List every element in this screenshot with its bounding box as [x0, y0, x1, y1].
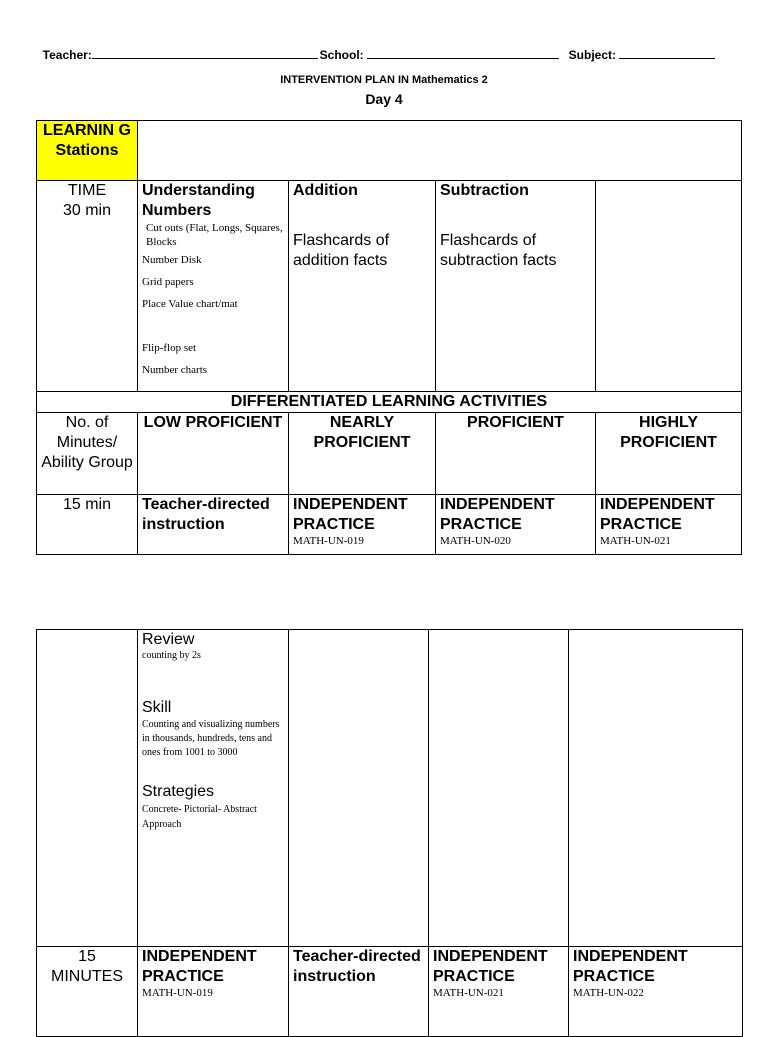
material-item: Number charts: [142, 364, 208, 376]
station-understanding-numbers: [138, 181, 289, 392]
blank-cell: [569, 630, 743, 947]
activity-code: MATH-UN-021: [433, 987, 504, 999]
station-title: Understanding Numbers: [142, 182, 255, 219]
activity-code: MATH-UN-019: [293, 535, 364, 547]
material-item: Flip-flop set: [142, 342, 197, 354]
activity-text: INDEPENDENT PRACTICE: [433, 948, 548, 985]
review-text: counting by 2s: [142, 650, 201, 661]
activity-text: INDEPENDENT PRACTICE: [440, 496, 555, 533]
time-value: 30 min: [62, 202, 112, 219]
lesson-details-cell: [138, 630, 289, 947]
stations-table: [36, 120, 742, 555]
day-title: Day 4: [365, 91, 403, 107]
school-blank[interactable]: [367, 58, 559, 59]
teacher-label: Teacher:: [42, 48, 92, 62]
activities-table: [36, 629, 743, 1037]
subject-label: Subject:: [568, 48, 617, 62]
station-title: Subtraction: [440, 182, 529, 199]
time-cell: [37, 181, 138, 392]
material-item: Place Value chart/mat: [142, 298, 238, 310]
teacher-blank[interactable]: [92, 58, 318, 59]
material-item: Number Disk: [142, 254, 202, 266]
time-label: TIME: [67, 182, 107, 199]
activity-cell: [429, 947, 569, 1037]
subject-blank[interactable]: [619, 58, 715, 59]
teacher-field: [36, 34, 318, 62]
review-title: Review: [142, 631, 195, 648]
blank-cell: [37, 630, 138, 947]
activity-code: MATH-UN-022: [573, 987, 644, 999]
activity-cell: [138, 495, 289, 555]
blank-cell: [429, 630, 569, 947]
stations-header-blank: [138, 121, 742, 181]
activity-cell: [596, 495, 742, 555]
school-field: [313, 34, 559, 62]
material-item: Cut outs (Flat, Longs, Squares, Blocks: [146, 222, 283, 248]
activity-code: MATH-UN-020: [440, 535, 511, 547]
activity-text: Teacher-directed instruction: [142, 496, 270, 533]
level-proficient: PROFICIENT: [436, 413, 596, 495]
station-subtraction: [436, 181, 596, 392]
activity-cell: [569, 947, 743, 1037]
station-title: Addition: [293, 182, 358, 199]
activity-code: MATH-UN-021: [600, 535, 671, 547]
activity-text: Teacher-directed instruction: [293, 948, 421, 985]
activity-cell: [289, 495, 436, 555]
level-nearly: NEARLY PROFICIENT: [289, 413, 436, 495]
station-blank: [596, 181, 742, 392]
group-label: No. of Minutes/ Ability Group: [37, 413, 138, 495]
activity-text: INDEPENDENT PRACTICE: [293, 496, 408, 533]
level-highly: HIGHLY PROFICIENT: [596, 413, 742, 495]
activity-cell: [289, 947, 429, 1037]
row-time: 15 min: [37, 495, 138, 555]
strategies-text: Concrete- Pictorial- Abstract Approach: [142, 804, 257, 830]
station-addition: [289, 181, 436, 392]
activity-code: MATH-UN-019: [142, 987, 213, 999]
row-time: 15 MINUTES: [37, 947, 138, 1037]
dla-title: DIFFERENTIATED LEARNING ACTIVITIES: [37, 392, 742, 413]
learning-stations-label: LEARNIN G Stations: [37, 121, 138, 181]
subject-field: [562, 34, 715, 62]
level-low: LOW PROFICIENT: [138, 413, 289, 495]
school-label: School:: [319, 48, 364, 62]
station-text: Flashcards of addition facts: [293, 232, 390, 269]
skill-title: Skill: [142, 699, 172, 716]
strategies-title: Strategies: [142, 783, 215, 800]
activity-text: INDEPENDENT PRACTICE: [142, 948, 257, 985]
activity-text: INDEPENDENT PRACTICE: [600, 496, 715, 533]
activity-cell: [138, 947, 289, 1037]
activity-text: INDEPENDENT PRACTICE: [573, 948, 688, 985]
material-item: Grid papers: [142, 276, 194, 288]
skill-text: Counting and visualizing numbers in thousands, hundreds, tens and ones from 1001 to 3000: [142, 719, 280, 758]
activity-cell: [436, 495, 596, 555]
blank-cell: [289, 630, 429, 947]
station-text: Flashcards of subtraction facts: [440, 232, 557, 269]
document-title: INTERVENTION PLAN IN Mathematics 2: [280, 74, 488, 86]
